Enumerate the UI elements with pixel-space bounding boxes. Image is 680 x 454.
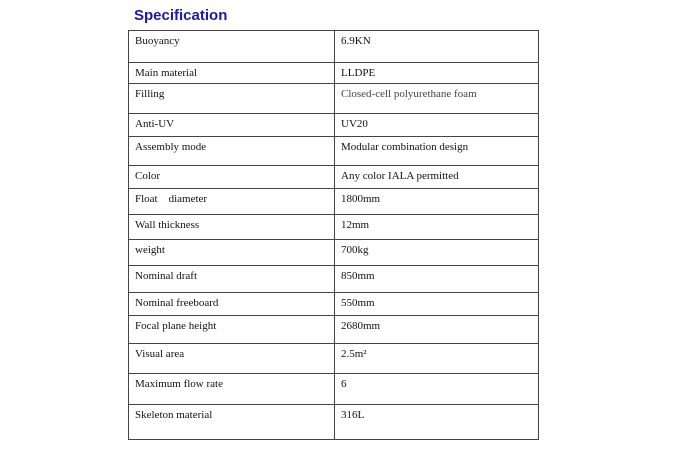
table-row [129,374,539,405]
table-row [129,316,539,344]
table-row [129,31,539,63]
spec-value: 316L [335,405,539,440]
spec-label: Nominal freeboard [129,293,335,316]
table-row [129,166,539,189]
table-row [129,189,539,215]
spec-value: 2.5m² [335,344,539,374]
spec-value: LLDPE [335,63,539,84]
spec-label: Color [129,166,335,189]
table-row [129,405,539,440]
table-row [129,344,539,374]
table-row [129,215,539,240]
spec-value: Modular combination design [335,137,539,166]
table-row [129,293,539,316]
spec-label: Float diameter [129,189,335,215]
spec-value: UV20 [335,114,539,137]
spec-value: 6.9KN [335,31,539,63]
table-row [129,84,539,114]
spec-value: 1800mm [335,189,539,215]
spec-label: Anti-UV [129,114,335,137]
table-row [129,240,539,266]
table-row [129,114,539,137]
spec-label: Wall thickness [129,215,335,240]
spec-value: 6 [335,374,539,405]
spec-label: weight [129,240,335,266]
spec-value: 550mm [335,293,539,316]
spec-label: Skeleton material [129,405,335,440]
spec-value: 700kg [335,240,539,266]
spec-value: Closed-cell polyurethane foam [335,84,539,114]
spec-value: 12mm [335,215,539,240]
page-title: Specification [134,7,228,24]
table-row [129,63,539,84]
spec-label: Maximum flow rate [129,374,335,405]
table-row [129,137,539,166]
spec-label: Assembly mode [129,137,335,166]
spec-label: Main material [129,63,335,84]
spec-label: Visual area [129,344,335,374]
spec-value: 2680mm [335,316,539,344]
spec-value: 850mm [335,266,539,293]
spec-value: Any color IALA permitted [335,166,539,189]
spec-label: Focal plane height [129,316,335,344]
spec-label: Nominal draft [129,266,335,293]
specification-table [128,30,539,440]
spec-label: Buoyancy [129,31,335,63]
spec-label: Filling [129,84,335,114]
table-row [129,266,539,293]
